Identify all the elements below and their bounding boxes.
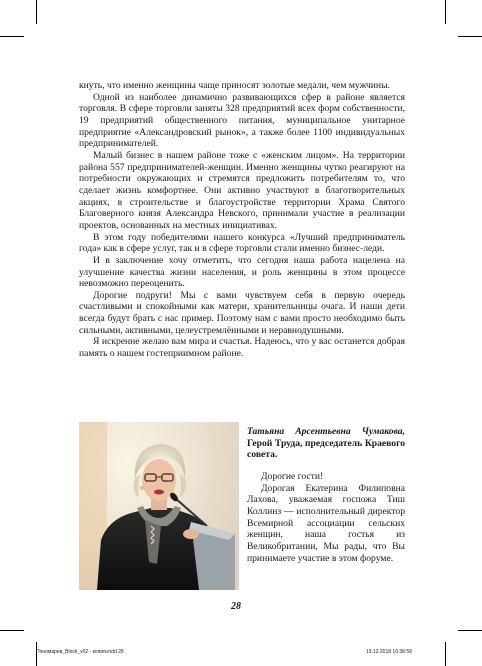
crop-mark-top-left-h [0,36,24,37]
body-paragraph: Я искренне желаю вам мира и счастья. Надеюсь, что у вас останется добрая память о нашем гостеприимном районе. [79,336,405,360]
body-paragraph: Малый бизнес в нашем районе тоже с «женским лицом». На территории района 557 предпринимателей-женщин. Именно женщины чутко реагируют на потребности окружающих и стремятся предложить потребителям то, что сделает жизнь комфортнее. Они активно участвуют в благотворительных акциях, в строительстве и благоустройстве территории Храма Святого Благоверного князя Александра Невского, принимали участие в реализации проектов, основанных на местных инициативах. [79,149,405,231]
greeting-paragraph: Дорогая Екатерина Филиповна Лахова, уважаемая госпожа Тиш Коллинз — исполнительный директор Всемирной ассоциации сельских женщин, наша гостья из Великобритании, Мы рады, что Вы принимаете участие в этом форуме. [247,482,405,564]
speaker-name: Татьяна Арсентьевна Чумакова, [247,426,405,437]
crop-mark-bottom-right [445,642,446,666]
crop-mark-bottom-right-h [458,630,482,631]
body-paragraph: кнуть, что именно женщины чаще приносят золотые медали, чем мужчины. [79,80,390,91]
footer-file-slug: Пономарев_Block_v02 - копия.indd 28 [36,649,124,655]
greeting-line: Дорогие гости! [261,470,324,482]
body-paragraph: Одной из наиболее динамично развивающихся сфер в районе является торговля. В сфере торговли заняты 328 предприятий всех форм собственности, 19 предприятий общественного питания, муниципальное унитарное предприятие «Александровский рынок», а также более 1100 индивидуальных предпринимателей. [79,91,405,150]
crop-mark-top-right-h [458,36,482,37]
speaker-portrait-illustration [79,422,239,590]
page-number: 28 [231,601,241,612]
body-text [79,80,405,360]
footer-timestamp: 19.12.2018 16:38:58 [366,649,412,655]
speaker-photo [79,422,239,590]
crop-mark-top-left [36,0,37,24]
body-paragraph: И в заключение хочу отметить, что сегодня наша работа нацелена на улучшение качества жизни населения, и роль женщины в этом процессе невозможно переоценить. [79,254,405,290]
speaker-caption [247,426,405,461]
speaker-title: Герой Труда, председатель Краевого совета. [247,437,405,461]
crop-mark-bottom-left-h [0,630,24,631]
body-paragraph: В этом году победителями нашего конкурса «Лучший предприниматель года» как в сфере услуг, так и в сфере торговли стали именно бизнес-леди. [79,231,405,255]
speaker-section [247,426,405,564]
crop-mark-top-right [445,0,446,24]
body-paragraph: Дорогие подруги! Мы с вами чувствуем себя в первую очередь счастливыми и спокойными как матери, хранительницы очага. И наши дети всегда будут брать с нас пример. Поэтому нам с вами просто необходимо быть сильными, активными, целеустремлёнными и неравнодушными. [79,289,405,336]
